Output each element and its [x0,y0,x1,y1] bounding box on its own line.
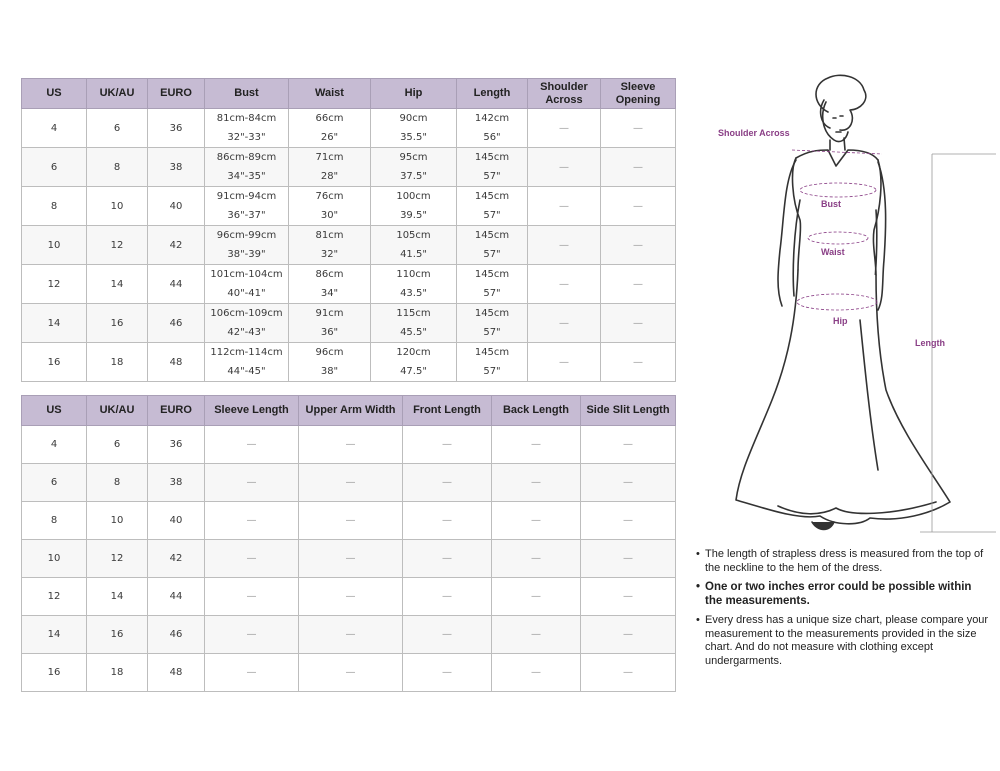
cell-back-length: — [492,616,581,654]
table-row [22,654,676,692]
cell-cm: 142cm [474,113,510,124]
cell-euro: 44 [148,578,205,616]
cell-uk-au: 14 [87,578,148,616]
cell-cm: 81cm-84cm [216,113,277,124]
cell-uk-au: 6 [87,426,148,464]
cell-hip [371,343,457,382]
cell-cm: 91cm [315,308,344,319]
note-compare-measurements: • Every dress has a unique size chart, please compare your measurement to the measurements provided in the size chart. And do not measure with clothing except undergarments. [696,614,991,668]
col-header-bust: Bust [205,79,289,109]
cell-front-length: — [403,616,492,654]
cell-back-length: — [492,426,581,464]
col-header-waist: Waist [289,79,371,109]
cell-inch: 57" [483,327,501,338]
cell-uk-au: 8 [87,148,148,187]
cell-front-length: — [403,654,492,692]
cell-inch: 44"-45" [227,366,266,377]
table-row [22,502,676,540]
cell-side-slit-length: — [581,502,676,540]
cell-us: 10 [22,540,87,578]
cell-sleeve-length: — [205,540,299,578]
table-row [22,343,676,382]
cell-bust [205,109,289,148]
cell-inch: 57" [483,288,501,299]
cell-length [457,226,528,265]
cell-inch: 30" [320,210,339,221]
cell-inch: 56" [483,132,501,143]
cell-us: 4 [22,426,87,464]
cell-inch: 43.5" [400,288,427,299]
col-header-upper-arm-width: Upper Arm Width [299,396,403,426]
col-header-euro: EURO [148,396,205,426]
cell-side-slit-length: — [581,426,676,464]
cell-upper-arm-width: — [299,464,403,502]
cell-us: 16 [22,654,87,692]
cell-sleeve-opening: — [601,304,676,343]
cell-bust [205,265,289,304]
cell-cm: 105cm [396,230,431,241]
cell-inch: 41.5" [400,249,427,260]
col-header-us: US [22,396,87,426]
note-strapless-length: • The length of strapless dress is measured from the top of the neckline to the hem of the dress. [696,548,991,575]
cell-euro: 40 [148,187,205,226]
cell-length [457,148,528,187]
table-row [22,148,676,187]
cell-bust [205,226,289,265]
cell-euro: 48 [148,343,205,382]
table-row [22,578,676,616]
cell-uk-au: 16 [87,304,148,343]
table-row [22,265,676,304]
col-header-sleeve-opening: Sleeve Opening [601,79,676,109]
cell-cm: 115cm [396,308,431,319]
cell-uk-au: 14 [87,265,148,304]
dress-illustration [700,70,1000,540]
label-shoulder-across: Shoulder Across [718,128,790,138]
table-row [22,464,676,502]
col-header-sleeve-length: Sleeve Length [205,396,299,426]
cell-bust [205,304,289,343]
table-header-row [22,396,676,426]
cell-sleeve-opening: — [601,148,676,187]
cell-inch: 42"-43" [227,327,266,338]
cell-waist [289,265,371,304]
cell-uk-au: 16 [87,616,148,654]
cell-front-length: — [403,464,492,502]
col-header-hip: Hip [371,79,457,109]
col-header-uk-au: UK/AU [87,79,148,109]
cell-sleeve-opening: — [601,265,676,304]
table-row [22,109,676,148]
cell-us: 4 [22,109,87,148]
cell-length [457,343,528,382]
cell-inch: 36" [320,327,339,338]
cell-upper-arm-width: — [299,502,403,540]
cell-inch: 38" [320,366,339,377]
cell-back-length: — [492,540,581,578]
cell-uk-au: 18 [87,343,148,382]
cell-shoulder-across: — [528,304,601,343]
cell-hip [371,187,457,226]
cell-euro: 48 [148,654,205,692]
cell-shoulder-across: — [528,226,601,265]
cell-cm: 95cm [399,152,428,163]
cell-inch: 26" [320,132,339,143]
label-waist: Waist [821,247,845,257]
cell-sleeve-opening: — [601,343,676,382]
cell-inch: 57" [483,171,501,182]
label-length: Length [915,338,945,348]
cell-inch: 37.5" [400,171,427,182]
cell-uk-au: 12 [87,540,148,578]
cell-front-length: — [403,540,492,578]
cell-waist [289,148,371,187]
cell-cm: 91cm-94cm [216,191,277,202]
cell-cm: 81cm [315,230,344,241]
cell-euro: 46 [148,616,205,654]
cell-inch: 38"-39" [227,249,266,260]
cell-us: 6 [22,464,87,502]
cell-shoulder-across: — [528,343,601,382]
cell-side-slit-length: — [581,654,676,692]
cell-euro: 38 [148,464,205,502]
cell-inch: 34" [320,288,339,299]
cell-sleeve-length: — [205,654,299,692]
cell-bust [205,187,289,226]
table-row [22,426,676,464]
cell-sleeve-opening: — [601,187,676,226]
cell-cm: 86cm [315,269,344,280]
cell-waist [289,109,371,148]
cell-cm: 96cm [315,347,344,358]
cell-cm: 145cm [474,230,510,241]
cell-sleeve-length: — [205,502,299,540]
cell-side-slit-length: — [581,578,676,616]
cell-side-slit-length: — [581,540,676,578]
cell-us: 16 [22,343,87,382]
cell-uk-au: 6 [87,109,148,148]
col-header-front-length: Front Length [403,396,492,426]
col-header-side-slit-length: Side Slit Length [581,396,676,426]
table-row [22,540,676,578]
cell-side-slit-length: — [581,464,676,502]
cell-cm: 100cm [396,191,431,202]
cell-front-length: — [403,426,492,464]
cell-us: 12 [22,265,87,304]
cell-inch: 36"-37" [227,210,266,221]
cell-hip [371,265,457,304]
note-error-margin: • One or two inches error could be possible within the measurements. [696,581,991,608]
cell-cm: 145cm [474,191,510,202]
table-header-row [22,79,676,109]
cell-uk-au: 8 [87,464,148,502]
cell-cm: 120cm [396,347,431,358]
cell-back-length: — [492,578,581,616]
label-bust: Bust [821,199,841,209]
cell-inch: 47.5" [400,366,427,377]
cell-euro: 42 [148,540,205,578]
cell-back-length: — [492,654,581,692]
cell-front-length: — [403,502,492,540]
cell-sleeve-length: — [205,616,299,654]
table-row [22,187,676,226]
cell-inch: 39.5" [400,210,427,221]
cell-shoulder-across: — [528,148,601,187]
cell-euro: 44 [148,265,205,304]
table-row [22,304,676,343]
cell-inch: 57" [483,210,501,221]
cell-cm: 66cm [315,113,344,124]
cell-upper-arm-width: — [299,540,403,578]
cell-inch: 40"-41" [227,288,266,299]
col-header-back-length: Back Length [492,396,581,426]
cell-euro: 42 [148,226,205,265]
cell-hip [371,109,457,148]
cell-waist [289,226,371,265]
cell-uk-au: 10 [87,502,148,540]
cell-cm: 76cm [315,191,344,202]
cell-length [457,265,528,304]
cell-length [457,304,528,343]
cell-uk-au: 10 [87,187,148,226]
cell-shoulder-across: — [528,109,601,148]
cell-cm: 145cm [474,152,510,163]
cell-inch: 32" [320,249,339,260]
cell-upper-arm-width: — [299,578,403,616]
cell-cm: 96cm-99cm [216,230,277,241]
col-header-uk-au: UK/AU [87,396,148,426]
dress-measurement-figure [700,70,1000,540]
cell-inch: 34"-35" [227,171,266,182]
cell-length [457,109,528,148]
cell-sleeve-length: — [205,426,299,464]
cell-uk-au: 18 [87,654,148,692]
cell-length [457,187,528,226]
cell-hip [371,226,457,265]
cell-us: 14 [22,616,87,654]
cell-us: 8 [22,502,87,540]
cell-side-slit-length: — [581,616,676,654]
cell-waist [289,187,371,226]
table-row [22,616,676,654]
cell-shoulder-across: — [528,187,601,226]
cell-back-length: — [492,464,581,502]
cell-upper-arm-width: — [299,616,403,654]
cell-waist [289,304,371,343]
cell-cm: 145cm [474,269,510,280]
cell-us: 6 [22,148,87,187]
col-header-us: US [22,79,87,109]
cell-front-length: — [403,578,492,616]
cell-waist [289,343,371,382]
cell-cm: 106cm-109cm [210,308,283,319]
cell-sleeve-length: — [205,578,299,616]
label-hip: Hip [833,316,848,326]
col-header-length: Length [457,79,528,109]
cell-inch: 32"-33" [227,132,266,143]
cell-us: 10 [22,226,87,265]
size-chart-table-2 [21,395,676,692]
cell-inch: 35.5" [400,132,427,143]
cell-inch: 57" [483,249,501,260]
cell-inch: 45.5" [400,327,427,338]
cell-cm: 86cm-89cm [216,152,277,163]
cell-inch: 28" [320,171,339,182]
cell-us: 14 [22,304,87,343]
cell-uk-au: 12 [87,226,148,265]
cell-euro: 36 [148,109,205,148]
cell-cm: 145cm [474,347,510,358]
cell-cm: 145cm [474,308,510,319]
cell-upper-arm-width: — [299,654,403,692]
cell-inch: 57" [483,366,501,377]
cell-shoulder-across: — [528,265,601,304]
cell-upper-arm-width: — [299,426,403,464]
cell-us: 12 [22,578,87,616]
cell-euro: 36 [148,426,205,464]
table-row [22,226,676,265]
cell-cm: 110cm [396,269,431,280]
cell-euro: 38 [148,148,205,187]
cell-hip [371,148,457,187]
size-chart-table-1 [21,78,676,382]
cell-sleeve-length: — [205,464,299,502]
cell-euro: 46 [148,304,205,343]
cell-hip [371,304,457,343]
cell-cm: 101cm-104cm [210,269,283,280]
col-header-euro: EURO [148,79,205,109]
cell-cm: 112cm-114cm [210,347,283,358]
col-header-shoulder-across: Shoulder Across [528,79,601,109]
cell-bust [205,343,289,382]
measurement-notes [696,548,991,674]
cell-sleeve-opening: — [601,109,676,148]
cell-us: 8 [22,187,87,226]
cell-cm: 71cm [315,152,344,163]
cell-euro: 40 [148,502,205,540]
cell-back-length: — [492,502,581,540]
cell-bust [205,148,289,187]
cell-sleeve-opening: — [601,226,676,265]
cell-cm: 90cm [399,113,428,124]
